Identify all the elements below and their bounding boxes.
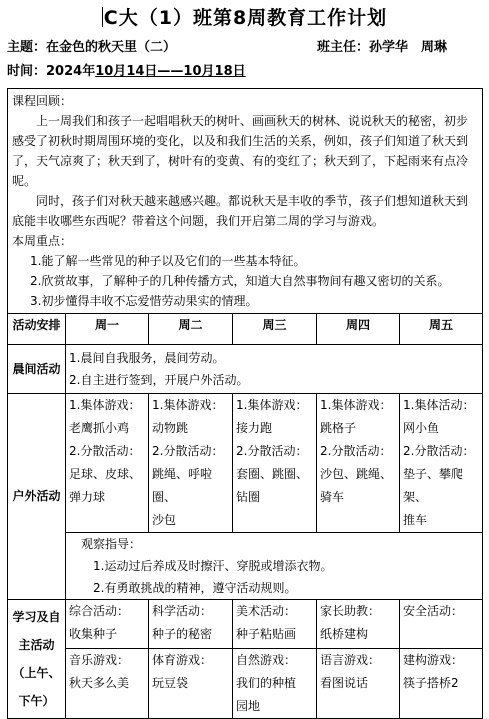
theme-line: 主题：在金色的秋天里（二） — [7, 40, 177, 55]
weekly-plan-table — [7, 88, 483, 719]
study-cell-fri-2: 建构游戏： 筷子搭桥2 — [400, 649, 483, 719]
study-cell-mon: 综合活动： 收集种子 — [66, 600, 149, 649]
page-title: C大（1）班第8周教育工作计划 — [103, 7, 388, 29]
morning-cell — [66, 345, 483, 394]
outdoor-cell-thu: 1.集体游戏： 跳格子 2.分散活动： 沙包、跳绳、 骑车 — [317, 394, 400, 533]
review-paragraph: 上一周我们和孩子一起唱唱秋天的树叶、画画秋天的树林、说说秋天的秘密，初步感受了初秋时期周围环境的变化，以及和我们生活的关系，例如，孩子们知道了秋天到了，天气凉爽了；秋天到了，树叶有的变黄、有的变红了；秋天到了，下起雨来有点冷呢。 — [12, 114, 469, 188]
study-cell-thu-2: 语言游戏： 看图说话 — [317, 649, 400, 719]
corner-header: 活动安排 — [8, 314, 66, 345]
outdoor-cell-wed: 1.集体游戏： 接力跑 2.分散活动： 套圈、跳圈、 钻圈 — [233, 394, 317, 533]
study-row-1 — [8, 600, 483, 649]
day-header: 周四 — [317, 314, 400, 345]
study-cell-tue: 科学活动： 种子的秘密 — [149, 600, 233, 649]
observation-heading: 观察指导： — [81, 537, 142, 551]
study-cell-fri: 安全活动： — [400, 600, 483, 649]
day-header-row — [8, 314, 483, 345]
study-row-2 — [8, 649, 483, 719]
study-cell-thu: 家长助教： 纸桥建构 — [317, 600, 400, 649]
observation-row — [8, 533, 483, 600]
day-header: 周一 — [66, 314, 149, 345]
review-cell — [8, 89, 483, 314]
outdoor-cell-tue: 1.集体游戏： 动物跳 2.分散活动： 跳绳、呼啦圈、 沙包 — [149, 394, 233, 533]
row-label-study: 学习及自 主活动 （上午、 下午） — [8, 600, 66, 719]
teacher-line: 班主任：孙学华 周琳 — [317, 40, 448, 55]
morning-item: 1.晨间自我服务，晨间劳动。 — [69, 351, 225, 365]
focus-list — [12, 251, 478, 311]
morning-row — [8, 345, 483, 394]
review-heading: 课程回顾： — [12, 94, 73, 108]
date-line: 时间：2024年10月14日——10月18日 — [7, 64, 246, 79]
study-cell-wed-2: 自然游戏： 我们的种植 园地 — [233, 649, 317, 719]
day-header: 周二 — [149, 314, 233, 345]
review-row — [8, 89, 483, 314]
row-label-morning: 晨间活动 — [8, 345, 66, 394]
focus-item: 1.能了解一些常见的种子以及它们的一些基本特征。 — [30, 254, 306, 268]
outdoor-row — [8, 394, 483, 533]
focus-item: 2.欣赏故事，了解种子的几种传播方式，知道大自然事物间有趣又密切的关系。 — [30, 274, 450, 288]
focus-item: 3.初步懂得丰收不忘爱惜劳动果实的情理。 — [30, 294, 258, 308]
observation-item: 1.运动过后养成及时擦汗、穿脱或增添衣物。 — [93, 559, 333, 573]
study-cell-tue-2: 体育游戏： 玩豆袋 — [149, 649, 233, 719]
focus-heading: 本周重点： — [12, 234, 73, 248]
day-header: 周五 — [400, 314, 483, 345]
study-cell-wed: 美术活动： 种子粘贴画 — [233, 600, 317, 649]
outdoor-cell-mon: 1.集体游戏： 老鹰抓小鸡 2.分散活动： 足球、皮球、 弹力球 — [66, 394, 149, 533]
outdoor-cell-fri: 1.集体活动： 网小鱼 2.分散活动： 垫子、攀爬架、 推车 — [400, 394, 483, 533]
observation-cell — [66, 533, 483, 600]
text-cursor — [102, 7, 103, 27]
row-label-outdoor: 户外活动 — [8, 394, 66, 600]
review-paragraph: 同时，孩子们对秋天越来越感兴趣。都说秋天是丰收的季节，孩子们想知道秋天到底能丰收哪些东西呢？带着这个问题，我们开启第二周的学习与游戏。 — [12, 194, 469, 228]
morning-item: 2.自主进行签到，开展户外活动。 — [69, 373, 249, 387]
observation-item: 2.有勇敢挑战的精神，遵守活动规则。 — [93, 581, 297, 595]
day-header: 周三 — [233, 314, 317, 345]
study-cell-mon-2: 音乐游戏： 秋天多么美 — [66, 649, 149, 719]
